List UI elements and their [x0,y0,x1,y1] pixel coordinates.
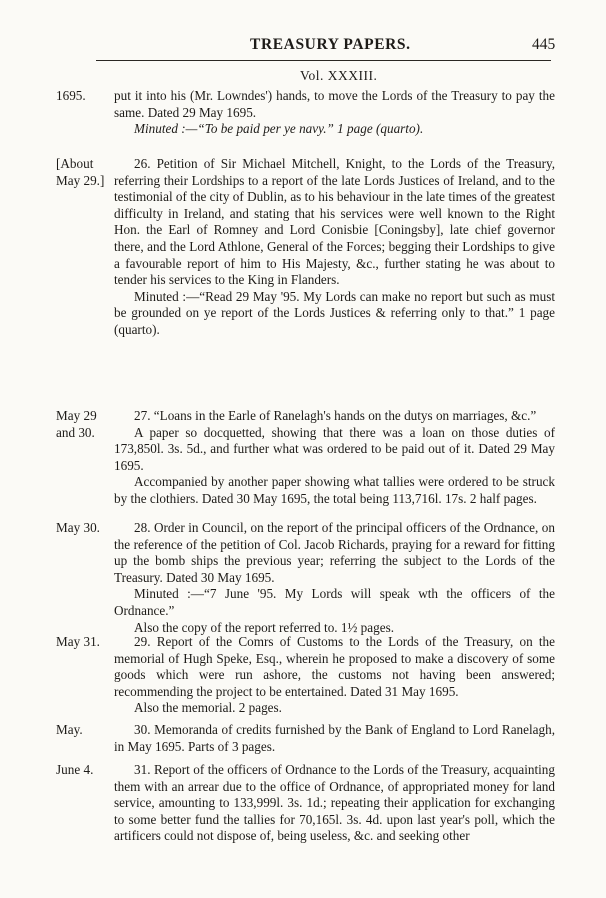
margin-date-28: May 30. [56,520,100,535]
header-rule [96,60,551,61]
entry-minute: Minuted :—“Read 29 May '95. My Lords can make no report but such as must be grounded on ye report of the Lords Justices & referring only to that.” 1 page (quarto). [114,288,555,337]
entry-extra: A paper so docquetted, showing that there was a loan on those duties of 173,850l. 3s. 5d., and further what was ordered to be paid out of it. Dated 29 May 1695. [114,424,555,473]
margin-date-27: May 29 and 30. [56,408,97,440]
entry-minute: Minuted :—“7 June '95. My Lords will speak wth the officers of the Ordnance.” [114,586,555,618]
entry-extra: Also the copy of the report referred to. 1½ pages. [134,619,394,635]
entry-extra: Accompanied by another paper showing what tallies were ordered to be struck by the clothiers. Dated 30 May 1695, the total being 113,716l. 17s. 2 half pages. [114,474,555,506]
entry-text: 28. Order in Council, on the report of the principal officers of the Ordnance, on the reference of the petition of Col. Jacob Richards, praying for a reward for fitting up the bomb ships the previous year; referring the subject to the Lords of the Treasury. Dated 30 May 1695. [114,520,555,585]
entry-text: put it into his (Mr. Lowndes') hands, to move the Lords of the Treasury to pay the same. Dated 29 May 1695. [114,88,555,120]
volume-heading: Vol. XXXIII. [300,68,378,83]
running-title: TREASURY PAPERS. [250,36,411,53]
entry-text: 31. Report of the officers of Ordnance to the Lords of the Treasury, acquainting them with an arrear due to the office of Ordnance, of appropriated money for land service, amounting to 133,999l. 3s. 1d.; repeating their application for exchanging to some better fund the tallies for 70,165l. 3s. 4d. upon last year's poll, which the artificers could not dispose of, being useless, &c. and seeking other [114,762,555,844]
entry-continuation [114,88,555,138]
entry-minute: Minuted :—“To be paid per ye navy.” 1 page (quarto). [134,121,424,137]
entry-text: 29. Report of the Comrs of Customs to the Lords of the Treasury, on the memorial of Hugh Speke, Esq., wherein he proposed to make a discovery of some goods which were run ashore, the customs not having been answered; recommending the project to be entertained. Dated 31 May 1695. [114,634,555,699]
entry-text: 26. Petition of Sir Michael Mitchell, Knight, to the Lords of the Treasury, referring their Lordships to a report of the late Lords Justices of Ireland, and to the testimonial of the city of Dublin, as to his behaviour in the late times of the greatest difficulty in Ireland, and stating that his services were well known to the Right Hon. the Earl of Romney and Lord Conisbie [Coningsby], late chief governor there, and the Lord Athlone, General of the Forces; begging their Lordships to give a favourable report of him to His Majesty, &c., further stating he was about to tender his services to the King in Flanders. [114,156,555,288]
page-number: 445 [532,36,556,53]
running-head [0,36,606,56]
margin-date-30: May. [56,722,83,737]
margin-date-26: [About May 29.] [56,156,105,188]
entry-27 [114,408,555,508]
entry-26 [114,156,555,339]
margin-date-31: June 4. [56,762,94,777]
year-label: 1695. [56,88,86,103]
margin-date-29: May 31. [56,634,100,649]
entry-text: 27. “Loans in the Earle of Ranelagh's hands on the dutys on marriages, &c.” [134,408,537,423]
entry-extra: Also the memorial. 2 pages. [134,700,282,716]
entry-30 [114,722,555,755]
entry-28 [114,520,555,636]
entry-29 [114,634,555,717]
entry-31 [114,762,555,845]
entry-text: 30. Memoranda of credits furnished by the Bank of England to Lord Ranelagh, in May 1695. Parts of 3 pages. [114,722,555,754]
